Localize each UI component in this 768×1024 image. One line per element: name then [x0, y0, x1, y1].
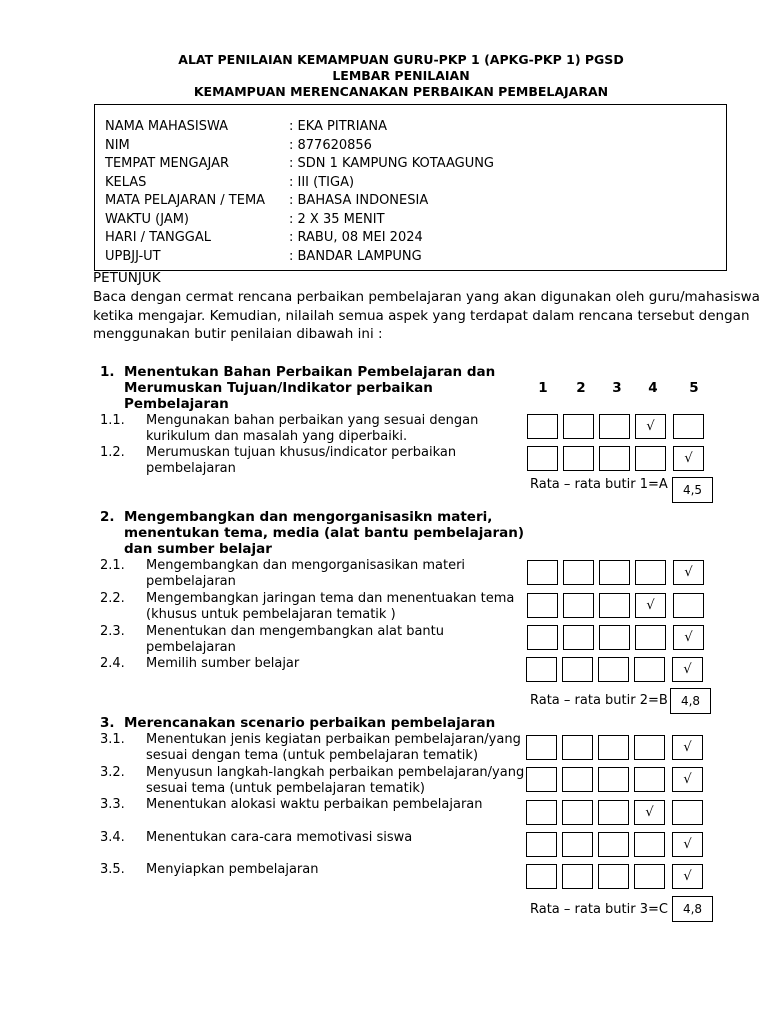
item-text: (khusus untuk pembelajaran tematik ): [146, 607, 396, 622]
section-title: Menentukan Bahan Perbaikan Pembelajaran dan: [124, 364, 496, 380]
rating-checkbox-3[interactable]: [598, 657, 629, 682]
rating-checkbox-1[interactable]: [527, 414, 558, 439]
rating-checkbox-3[interactable]: [598, 832, 629, 857]
rating-checkbox-2[interactable]: [562, 735, 593, 760]
info-row-upbjj: [105, 248, 422, 266]
rating-checkbox-3[interactable]: [598, 735, 629, 760]
average-label: Rata – rata butir 3=C: [530, 902, 668, 917]
item-number: 1.2.: [100, 445, 125, 460]
item-text: Memilih sumber belajar: [146, 656, 300, 671]
info-value: : BAHASA INDONESIA: [289, 193, 429, 208]
item-number: 2.1.: [100, 558, 125, 573]
rating-checkbox-5[interactable]: [672, 864, 703, 889]
rating-checkbox-4[interactable]: [635, 625, 666, 650]
info-row-nim: [105, 137, 372, 155]
info-label: WAKTU (JAM): [105, 211, 189, 227]
rating-checkbox-4[interactable]: [634, 767, 665, 792]
info-row-name: [105, 118, 387, 136]
item-number: 3.3.: [100, 797, 125, 812]
info-row-class: [105, 174, 354, 192]
section-title: Merencanakan scenario perbaikan pembelajaran: [124, 715, 496, 731]
item-text: Menyiapkan pembelajaran: [146, 862, 319, 877]
check-mark-icon: √: [683, 772, 692, 787]
check-mark-icon: √: [683, 740, 692, 755]
check-mark-icon: √: [646, 598, 655, 613]
rating-checkbox-3[interactable]: [598, 864, 629, 889]
item-text: Mengunakan bahan perbaikan yang sesuai dengan: [146, 413, 479, 428]
instructions-line: Baca dengan cermat rencana perbaikan pembelajaran yang akan digunakan oleh guru/mahasiswa: [93, 289, 760, 305]
rating-checkbox-1[interactable]: [527, 593, 558, 618]
rating-checkbox-2[interactable]: [563, 593, 594, 618]
info-value: : RABU, 08 MEI 2024: [289, 230, 423, 245]
item-text: Merumuskan tujuan khusus/indicator perbaikan: [146, 445, 457, 460]
check-mark-icon: √: [645, 805, 654, 820]
average-label: Rata – rata butir 1=A: [530, 477, 668, 492]
item-text: Menentukan alokasi waktu perbaikan pembelajaran: [146, 797, 483, 812]
rating-checkbox-1[interactable]: [527, 625, 558, 650]
rating-checkbox-4[interactable]: [634, 800, 665, 825]
rating-checkbox-4[interactable]: [635, 446, 666, 471]
check-mark-icon: √: [683, 869, 692, 884]
rating-checkbox-1[interactable]: [527, 446, 558, 471]
info-label: HARI / TANGGAL: [105, 230, 212, 245]
section-title: Merumuskan Tujuan/Indikator perbaikan: [124, 380, 433, 396]
rating-checkbox-1[interactable]: [526, 767, 557, 792]
rating-checkbox-5[interactable]: [672, 832, 703, 857]
item-text: Menentukan cara-cara memotivasi siswa: [146, 830, 413, 845]
item-number: 2.2.: [100, 591, 125, 606]
item-text: Menyusun langkah-langkah perbaikan pembelajaran/yang: [146, 765, 525, 780]
average-score-box: 4,8: [672, 896, 713, 922]
info-row-date: [105, 229, 423, 247]
info-row-subject: [105, 192, 428, 210]
info-row-school: [105, 155, 494, 173]
rating-checkbox-5[interactable]: [673, 560, 704, 585]
rating-checkbox-2[interactable]: [563, 560, 594, 585]
item-number: 3.4.: [100, 830, 125, 845]
section-title: dan sumber belajar: [124, 541, 272, 557]
rating-checkbox-3[interactable]: [598, 767, 629, 792]
instructions-heading: PETUNJUK: [93, 270, 161, 286]
section-title: Pembelajaran: [124, 396, 229, 412]
item-text: sesuai dengan tema (untuk pembelajaran tematik): [146, 748, 479, 763]
rating-checkbox-4[interactable]: [635, 560, 666, 585]
section-number: 1.: [100, 364, 115, 380]
rating-checkbox-3[interactable]: [599, 560, 630, 585]
item-number: 1.1.: [100, 413, 125, 428]
info-value: : 2 X 35 MENIT: [289, 211, 385, 227]
rating-checkbox-1[interactable]: [526, 832, 557, 857]
rating-checkbox-3[interactable]: [599, 414, 630, 439]
rating-checkbox-4[interactable]: [635, 593, 666, 618]
check-mark-icon: √: [646, 419, 655, 434]
info-value: : 877620856: [289, 137, 372, 153]
rating-checkbox-4[interactable]: [634, 657, 665, 682]
rating-checkbox-2[interactable]: [562, 832, 593, 857]
rating-checkbox-3[interactable]: [599, 593, 630, 618]
info-value: : SDN 1 KAMPUNG KOTAAGUNG: [289, 156, 495, 171]
rating-checkbox-4[interactable]: [634, 832, 665, 857]
rating-checkbox-5[interactable]: [672, 800, 703, 825]
item-text: pembelajaran: [146, 461, 236, 476]
rating-checkbox-2[interactable]: [563, 625, 594, 650]
check-mark-icon: √: [684, 451, 693, 466]
item-text: sesuai tema (untuk pembelajaran tematik): [146, 781, 425, 796]
rating-checkbox-3[interactable]: [599, 625, 630, 650]
doc-title-line2: LEMBAR PENILAIAN: [332, 68, 470, 83]
rating-checkbox-4[interactable]: [634, 735, 665, 760]
info-row-time: [105, 211, 385, 229]
item-number: 2.3.: [100, 624, 125, 639]
rating-checkbox-5[interactable]: [673, 625, 704, 650]
scale-header-5: 5: [689, 380, 699, 396]
rating-checkbox-1[interactable]: [526, 864, 557, 889]
average-score-box: 4,8: [670, 688, 711, 714]
rating-checkbox-5[interactable]: [673, 593, 704, 618]
section-number: 3.: [100, 715, 115, 731]
item-number: 3.5.: [100, 862, 125, 877]
rating-checkbox-1[interactable]: [527, 560, 558, 585]
instructions-line: ketika mengajar. Kemudian, nilailah semua aspek yang terdapat dalam rencana tersebut dengan: [93, 308, 750, 324]
rating-checkbox-2[interactable]: [562, 767, 593, 792]
rating-checkbox-4[interactable]: [635, 414, 666, 439]
item-text: Mengembangkan dan mengorganisasikan materi: [146, 558, 466, 573]
scale-header-4: 4: [648, 380, 658, 396]
rating-checkbox-1[interactable]: [526, 800, 557, 825]
rating-checkbox-5[interactable]: [672, 657, 703, 682]
scale-header-3: 3: [612, 380, 622, 396]
item-text: pembelajaran: [146, 574, 236, 589]
check-mark-icon: √: [684, 630, 693, 645]
rating-checkbox-1[interactable]: [526, 735, 557, 760]
item-text: Menentukan dan mengembangkan alat bantu: [146, 624, 444, 639]
rating-checkbox-2[interactable]: [563, 446, 594, 471]
rating-checkbox-5[interactable]: [673, 414, 704, 439]
section-number: 2.: [100, 509, 115, 525]
average-score-box: 4,5: [672, 477, 713, 503]
average-label: Rata – rata butir 2=B: [530, 693, 668, 708]
student-info-box: [94, 104, 727, 271]
check-mark-icon: √: [683, 837, 692, 852]
scale-header-2: 2: [576, 380, 586, 396]
instructions-line: menggunakan butir penilaian dibawah ini :: [93, 326, 383, 342]
info-label: KELAS: [105, 174, 147, 190]
section-title: menentukan tema, media (alat bantu pembelajaran): [124, 525, 525, 541]
check-mark-icon: √: [684, 565, 693, 580]
rating-checkbox-3[interactable]: [599, 446, 630, 471]
info-label: MATA PELAJARAN / TEMA: [105, 193, 266, 208]
doc-title-line3: KEMAMPUAN MERENCANAKAN PERBAIKAN PEMBELAJARAN: [193, 84, 609, 99]
info-label: UPBJJ-UT: [105, 248, 161, 264]
rating-checkbox-1[interactable]: [526, 657, 557, 682]
info-label: NAMA MAHASISWA: [105, 119, 229, 134]
item-number: 3.1.: [100, 732, 125, 747]
rating-checkbox-4[interactable]: [634, 864, 665, 889]
item-text: pembelajaran: [146, 640, 236, 655]
check-mark-icon: √: [683, 662, 692, 677]
rating-checkbox-2[interactable]: [562, 800, 593, 825]
info-label: TEMPAT MENGAJAR: [105, 156, 229, 171]
info-value: : EKA PITRIANA: [289, 119, 388, 134]
section-title: Mengembangkan dan mengorganisasikn materi,: [124, 509, 493, 525]
rating-checkbox-5[interactable]: [672, 767, 703, 792]
rating-checkbox-2[interactable]: [562, 864, 593, 889]
doc-title-line1: ALAT PENILAIAN KEMAMPUAN GURU-PKP 1 (APKG-PKP 1) PGSD: [178, 52, 624, 67]
item-text: Menentukan jenis kegiatan perbaikan pembelajaran/yang: [146, 732, 521, 747]
item-text: kurikulum dan masalah yang diperbaiki.: [146, 429, 408, 444]
rating-checkbox-5[interactable]: [673, 446, 704, 471]
info-value: : III (TIGA): [289, 174, 355, 190]
rating-checkbox-3[interactable]: [598, 800, 629, 825]
item-text: Mengembangkan jaringan tema dan menentuakan tema: [146, 591, 515, 606]
rating-checkbox-5[interactable]: [672, 735, 703, 760]
rating-checkbox-2[interactable]: [562, 657, 593, 682]
scale-header-1: 1: [538, 380, 548, 396]
rating-checkbox-2[interactable]: [563, 414, 594, 439]
item-number: 2.4.: [100, 656, 125, 671]
item-number: 3.2.: [100, 765, 125, 780]
info-value: : BANDAR LAMPUNG: [289, 248, 422, 264]
info-label: NIM: [105, 137, 130, 153]
